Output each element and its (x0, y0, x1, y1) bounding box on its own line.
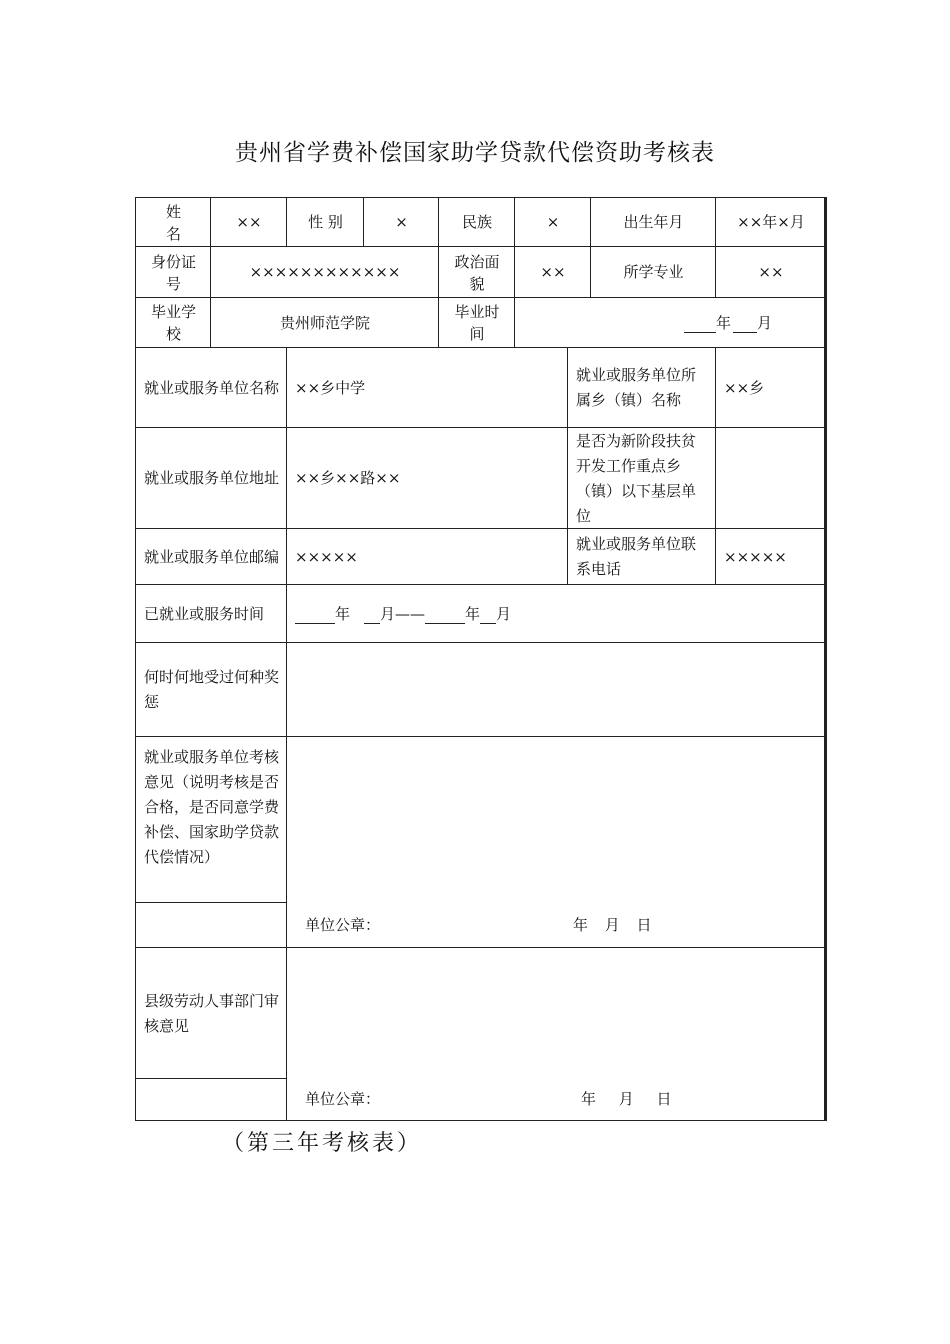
end-year-blank[interactable] (425, 605, 465, 624)
school-value[interactable]: 贵州师范学院 (279, 313, 370, 332)
end-year-suffix: 年 (465, 604, 481, 623)
row-divider (135, 642, 825, 643)
ethnicity-value[interactable]: × (546, 213, 560, 231)
address-label: 就业或服务单位地址 (144, 469, 280, 487)
duration-value[interactable] (287, 585, 826, 643)
row-divider (135, 347, 825, 348)
birth-value[interactable]: ××年×月 (737, 213, 805, 231)
school-label: 毕业学 校 (150, 303, 196, 343)
address-value[interactable]: ××乡××路×× (295, 469, 401, 487)
opinion-area[interactable] (287, 737, 826, 948)
awards-value[interactable] (287, 643, 826, 737)
county-label-blank (136, 1079, 287, 1121)
grad-year-suffix: 年 (715, 313, 731, 332)
opinion-date: 年 月 日 (573, 916, 652, 934)
zip-value[interactable]: ××××× (295, 547, 358, 566)
end-month-suffix: 月 (496, 604, 512, 623)
row-divider (135, 1078, 287, 1079)
unit-name-label: 就业或服务单位名称 (144, 378, 280, 397)
row-divider (135, 528, 825, 529)
name-label: 姓 名 (165, 202, 181, 243)
row-divider (135, 584, 825, 585)
col-divider (286, 197, 287, 247)
row-divider (135, 902, 287, 903)
duration-dash: —— (395, 604, 426, 623)
start-year-suffix: 年 (335, 604, 351, 623)
table-border-right (824, 197, 827, 1121)
row-divider (135, 427, 825, 428)
zip-label: 就业或服务单位邮编 (144, 547, 280, 566)
town-label: 就业或服务单位所属乡（镇）名称 (576, 366, 697, 409)
form-subtitle: （第三年考核表） (222, 1131, 423, 1156)
id-value[interactable]: ×××××××××××× (249, 263, 401, 281)
grad-value[interactable] (515, 298, 826, 348)
gender-value[interactable]: × (395, 213, 408, 231)
col-divider (363, 197, 364, 247)
birth-label: 出生年月 (623, 213, 684, 231)
ethnicity-label: 民族 (461, 213, 492, 231)
major-label: 所学专业 (623, 263, 684, 281)
start-month-blank[interactable] (364, 605, 380, 624)
col-divider (567, 347, 568, 585)
end-month-blank[interactable] (480, 605, 496, 624)
county-label: 县级劳动人事部门审核意见 (144, 991, 280, 1035)
col-divider (715, 197, 716, 298)
grad-month-suffix: 月 (757, 313, 773, 332)
town-value[interactable]: ××乡 (724, 378, 765, 397)
gender-label: 性 别 (308, 213, 343, 231)
row-divider (135, 736, 825, 737)
start-month-suffix: 月 (380, 604, 396, 623)
row-divider (135, 297, 825, 298)
start-year-blank[interactable] (295, 605, 335, 624)
col-divider (438, 197, 439, 348)
phone-label: 就业或服务单位联系电话 (576, 535, 697, 578)
col-divider (590, 197, 591, 298)
major-value[interactable]: ×× (758, 263, 784, 281)
col-divider (514, 197, 515, 348)
phone-value[interactable]: ××××× (724, 547, 787, 566)
id-label: 身份证 号 (150, 252, 196, 293)
duration-label: 已就业或服务时间 (144, 604, 265, 623)
political-label: 政治面 貌 (454, 252, 500, 293)
row-divider (135, 246, 825, 247)
grad-year-blank[interactable] (684, 314, 716, 333)
poverty-value[interactable] (716, 428, 826, 529)
poverty-label: 是否为新阶段扶贫开发工作重点乡（镇）以下基层单位 (576, 431, 697, 525)
unit-name-value[interactable]: ××乡中学 (295, 378, 366, 397)
table-border-bottom (135, 1120, 827, 1121)
awards-label: 何时何地受过何种奖惩 (144, 668, 280, 711)
county-area[interactable] (287, 948, 826, 1121)
grad-month-blank[interactable] (733, 314, 757, 333)
table-border-top (135, 197, 827, 198)
table-border-left (135, 197, 136, 1121)
form-title: 贵州省学费补偿国家助学贷款代偿资助考核表 (235, 140, 715, 166)
county-seal-label: 单位公章： (305, 1090, 381, 1108)
col-divider (715, 347, 716, 585)
county-date: 年 月 日 (581, 1090, 672, 1108)
col-divider (286, 347, 287, 1121)
opinion-label: 就业或服务单位考核意见（说明考核是否合格，是否同意学费补偿、国家助学贷款代偿情况） (144, 748, 280, 866)
row-divider (135, 947, 825, 948)
unit-seal-label: 单位公章： (305, 916, 381, 934)
opinion-label-blank (136, 903, 287, 948)
political-value[interactable]: ×× (540, 263, 566, 281)
col-divider (210, 197, 211, 348)
grad-label: 毕业时 间 (454, 303, 500, 343)
name-value[interactable]: ×× (236, 213, 262, 231)
